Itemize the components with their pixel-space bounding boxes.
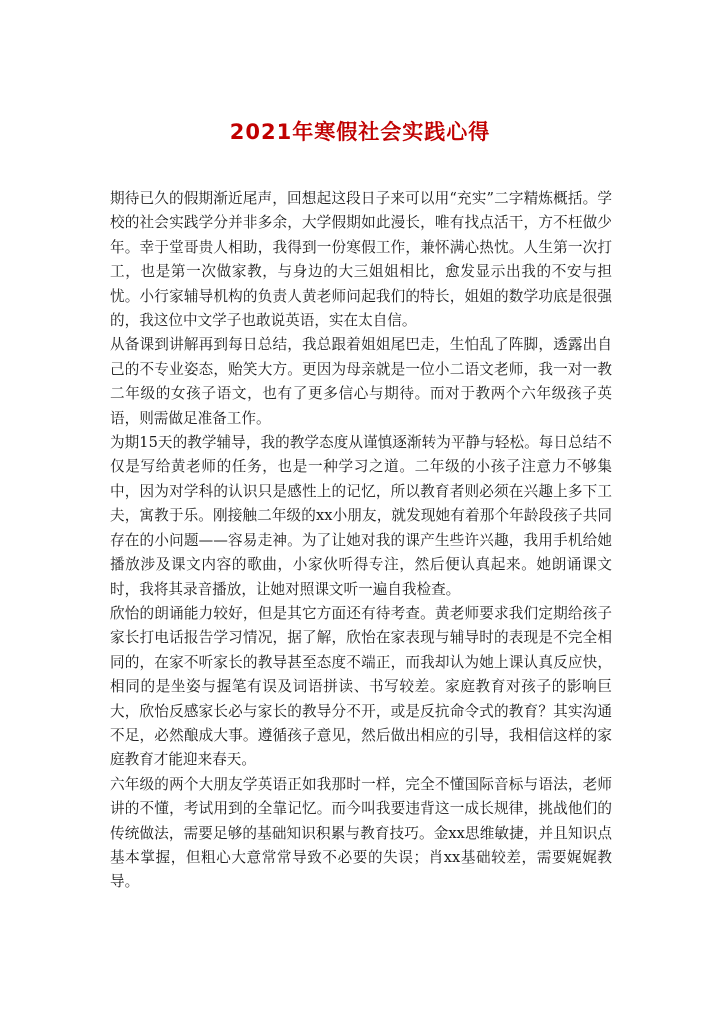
paragraph: 从备课到讲解再到每日总结，我总跟着姐姐尾巴走，生怕乱了阵脚，透露出自己的不专业姿态，贻笑大方。更因为母亲就是一位小二语文老师，我一对一教二年级的女孩子语文，也有了更多信心与期待。而对于教两个六年级孩子英语，则需做足准备工作。 [110, 336, 612, 427]
paragraph: 为期15天的教学辅导，我的教学态度从谨慎逐渐转为平静与轻松。每日总结不仅是写给黄老师的任务，也是一种学习之道。二年级的小孩子注意力不够集中，因为对学科的认识只是感性上的记忆，所以教育者则必须在兴趣上多下工夫，寓教于乐。刚接触二年级的xx小朋友，就发现她有着那个年龄段孩子共同存在的小问题——容易走神。为了让她对我的课产生些许兴趣，我用手机给她播放涉及课文内容的歌曲，小家伙听得专注，然后便认真起来。她朗诵课文时，我将其录音播放，让她对照课文听一遍自我检查。 [110, 434, 612, 598]
document-title: 2021年寒假社会实践心得 [229, 120, 491, 144]
paragraph: 欣怡的朗诵能力较好，但是其它方面还有待考查。黄老师要求我们定期给孩子家长打电话报告学习情况，据了解，欣怡在家表现与辅导时的表现是不完全相同的，在家不听家长的教导甚至态度不端正，而我却认为她上课认真反应快，相同的是坐姿与握笔有误及词语拼读、书写较差。家庭教育对孩子的影响巨大，欣怡反感家长必与家长的教导分不开，或是反抗命令式的教育？其实沟通不足，必然酿成大事。遵循孩子意见，然后做出相应的引导，我相信这样的家庭教育才能迎来春天。 [110, 604, 612, 769]
document-body [110, 187, 612, 895]
paragraph: 期待已久的假期渐近尾声，回想起这段日子来可以用“充实”二字精炼概括。学校的社会实践学分并非多余，大学假期如此漫长，唯有找点活干，方不枉做少年。幸于堂哥贵人相助，我得到一份寒假工作，兼怀满心热忱。人生第一次打工，也是第一次做家教，与身边的大三姐姐相比，愈发显示出我的不安与担忧。小行家辅导机构的负责人黄老师问起我们的特长，姐姐的数学功底是很强的，我这位中文学子也敢说英语，实在太自信。 [110, 190, 612, 330]
paragraph: 六年级的两个大朋友学英语正如我那时一样，完全不懂国际音标与语法，老师讲的不懂，考试用到的全靠记忆。而今叫我要违背这一成长规律，挑战他们的传统做法，需要足够的基础知识积累与教育技巧。金xx思维敏捷，并且知识点基本掌握，但粗心大意常常导致不必要的失误；肖xx基础较差，需要娓娓教导。 [110, 775, 612, 891]
